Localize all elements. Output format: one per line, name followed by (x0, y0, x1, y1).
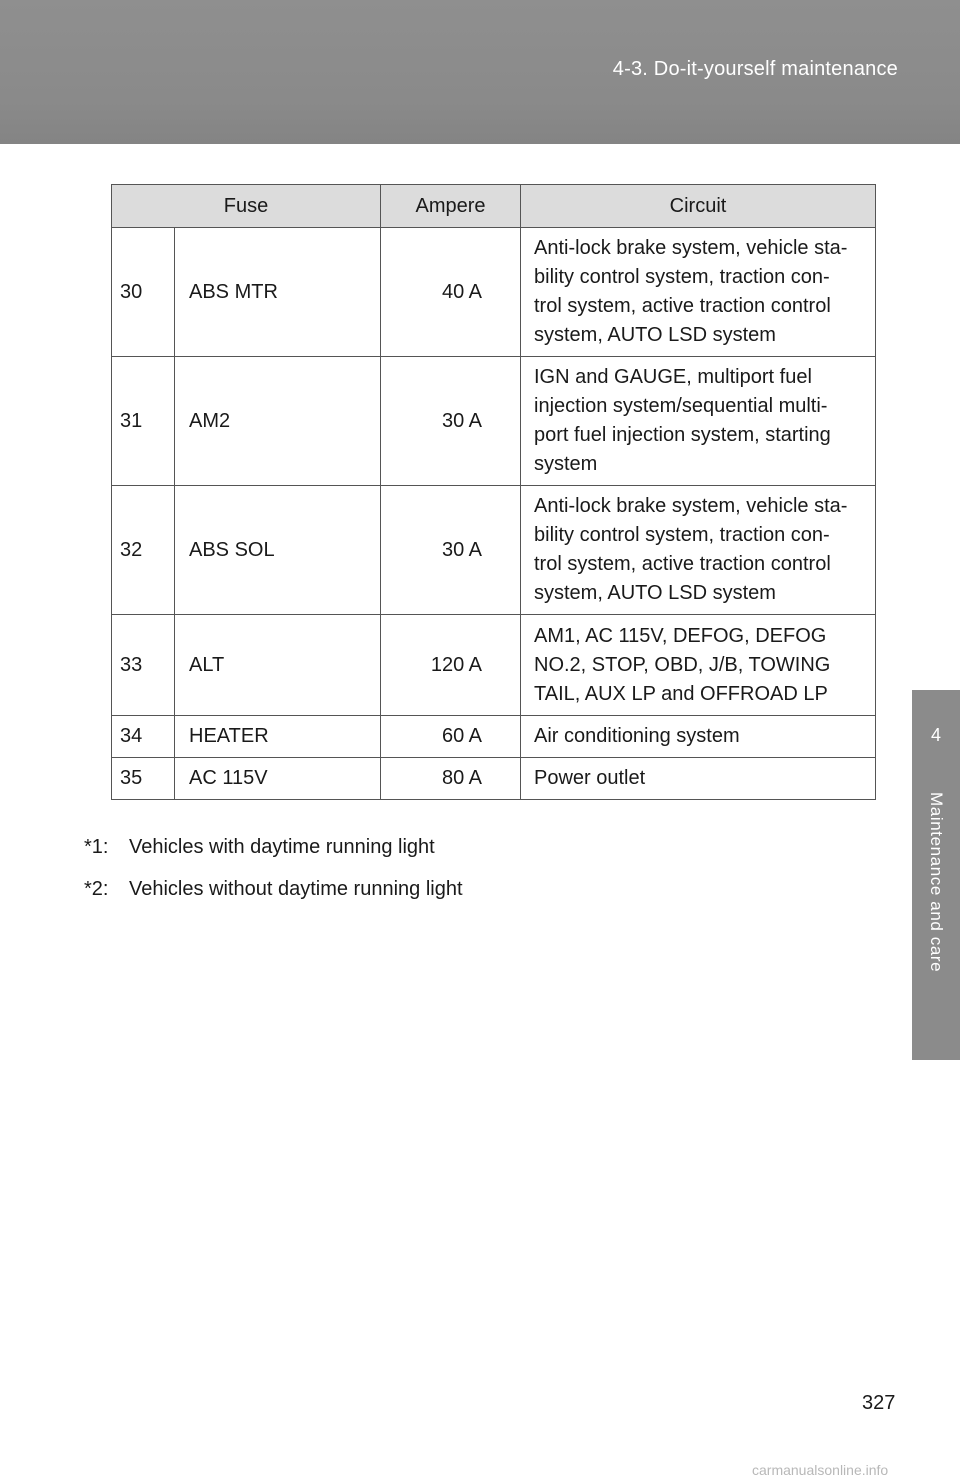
fuse-name: HEATER (175, 716, 381, 758)
circuit-line: system (534, 453, 598, 475)
fuse-ampere: 40 A (381, 228, 521, 357)
circuit-line: Anti-lock brake system, vehicle sta- (534, 237, 848, 259)
circuit-line: port fuel injection system, starting (534, 424, 831, 446)
fuse-name: ABS SOL (175, 486, 381, 615)
fuse-ampere: 30 A (381, 486, 521, 615)
table-header-row (112, 185, 876, 228)
fuse-circuit (521, 716, 876, 758)
footnote-label: *1: (84, 836, 109, 858)
circuit-line: injection system/sequential multi- (534, 395, 828, 417)
chapter-tab (912, 780, 960, 1060)
fuse-number: 31 (112, 357, 175, 486)
fuse-ampere: 80 A (381, 758, 521, 800)
circuit-line: trol system, active traction control (534, 295, 831, 317)
column-header-ampere: Ampere (381, 185, 521, 228)
footnote (84, 868, 463, 910)
fuse-ampere: 60 A (381, 716, 521, 758)
chapter-tab-number: 4 (912, 690, 960, 780)
table-row (112, 357, 876, 486)
fuse-number: 35 (112, 758, 175, 800)
column-header-circuit: Circuit (521, 185, 876, 228)
circuit-line: trol system, active traction control (534, 553, 831, 575)
circuit-line: bility control system, traction con- (534, 266, 830, 288)
circuit-line: system, AUTO LSD system (534, 324, 776, 346)
fuse-number: 32 (112, 486, 175, 615)
circuit-line: Air conditioning system (534, 725, 740, 747)
fuse-circuit (521, 228, 876, 357)
circuit-line: system, AUTO LSD system (534, 582, 776, 604)
circuit-line: TAIL, AUX LP and OFFROAD LP (534, 682, 828, 705)
footnote-label: *2: (84, 878, 109, 900)
fuse-name: AC 115V (175, 758, 381, 800)
footnotes (84, 826, 463, 910)
fuse-circuit (521, 615, 876, 716)
column-header-fuse: Fuse (112, 185, 381, 228)
footnote (84, 826, 463, 868)
fuse-circuit (521, 357, 876, 486)
fuse-circuit (521, 486, 876, 615)
watermark: carmanualsonline.info (752, 1462, 889, 1478)
table-row (112, 228, 876, 357)
section-title: 4-3. Do-it-yourself maintenance (612, 58, 898, 80)
fuse-number: 30 (112, 228, 175, 357)
header-band (0, 0, 960, 144)
fuse-ampere: 30 A (381, 357, 521, 486)
table-row (112, 758, 876, 800)
fuse-name: AM2 (175, 357, 381, 486)
circuit-line: Anti-lock brake system, vehicle sta- (534, 495, 848, 517)
circuit-line: Power outlet (534, 767, 646, 789)
table-row (112, 486, 876, 615)
table-row (112, 615, 876, 716)
page-number: 327 (862, 1392, 896, 1414)
fuse-table (111, 184, 876, 800)
circuit-line: IGN and GAUGE, multiport fuel (534, 366, 812, 388)
fuse-number: 34 (112, 716, 175, 758)
circuit-line: NO.2, STOP, OBD, J/B, TOWING (534, 653, 831, 676)
footnote-text: Vehicles with daytime running light (129, 836, 435, 858)
fuse-name: ABS MTR (175, 228, 381, 357)
circuit-line: AM1, AC 115V, DEFOG, DEFOG (534, 624, 827, 647)
fuse-ampere: 120 A (381, 615, 521, 716)
chapter-tab-label: Maintenance and care (927, 792, 946, 973)
table-row (112, 716, 876, 758)
fuse-number: 33 (112, 615, 175, 716)
circuit-line: bility control system, traction con- (534, 524, 830, 546)
fuse-name: ALT (175, 615, 381, 716)
footnote-text: Vehicles without daytime running light (129, 878, 463, 900)
fuse-circuit (521, 758, 876, 800)
